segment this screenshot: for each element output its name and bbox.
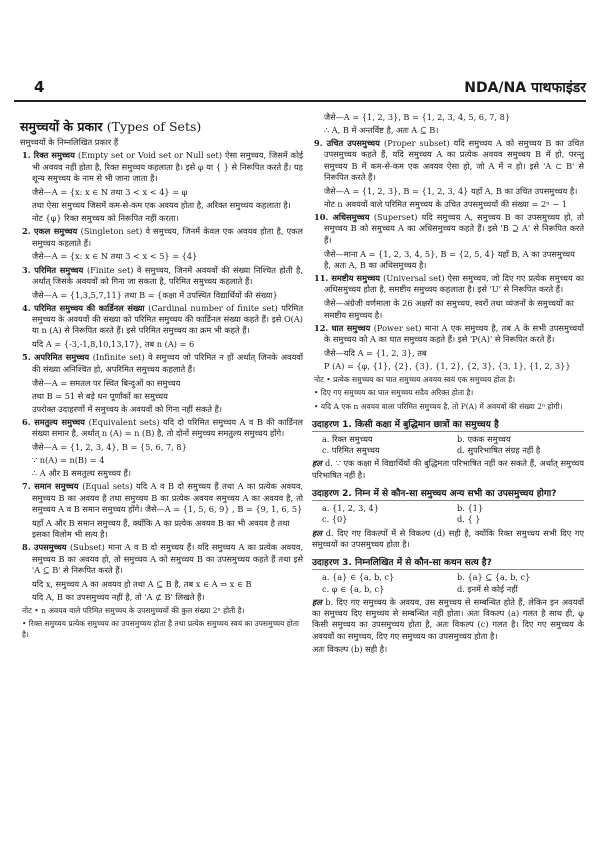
definition-item: [20, 542, 303, 576]
item-text: (Singleton set) वे समुच्चय, जिनमें केवल एक अवयव होता है, एकल समुच्चय कहलाते हैं।: [32, 226, 303, 248]
example-option: b. एकक समुच्चय: [457, 433, 511, 444]
item-number: 9.: [314, 138, 327, 149]
item-line: जैसे—A = {1, 2, 3, 4}, B = {5, 6, 7, 8}: [32, 442, 187, 453]
example-option: c. {0}: [322, 514, 348, 525]
example-option: a. {1, 2, 3, 4}: [322, 503, 379, 514]
example-title: उदाहरण 2. निम्न में से कौन-सा समुच्चय अन्य सभी का उपसमुच्चय होगा?: [312, 486, 584, 501]
item-line: जैसे—A = {x: x ∈ N तथा 3 < x < 4} = φ: [32, 186, 188, 197]
example-title: उदाहरण 1. किसी कक्षा में बुद्धिमान छात्रों का समुच्चय है: [312, 417, 584, 432]
item-line: यहाँ A और B समान समुच्चय हैं, क्योंकि A का प्रत्येक अवयव B का भी अवयव है तथा इसका विलोम भी सत्य है।: [32, 517, 290, 540]
solution-text: d. ∵ एक कक्षा में विद्यार्थियों की बुद्धिमता परिभाषित नहीं कर सकते हैं, अर्थात् समुच्चय परिभाषित नहीं है।: [312, 458, 584, 480]
item-number: 1.: [22, 150, 34, 161]
item-number: 3.: [22, 264, 35, 275]
item-line: जैसे—A = {1, 2, 3}, B = {1, 2, 3, 4, 5, 6, 7, 8}: [324, 112, 511, 122]
left-items: [20, 150, 303, 603]
item-line: P (A) = {φ, {1}, {2}, {3}, {1, 2}, {2, 3}, {3, 1}, {1, 2, 3}}: [324, 360, 571, 371]
right-items: [312, 138, 584, 372]
item-number: 12.: [314, 322, 332, 333]
section-title: समुच्चयों के प्रकार (Types of Sets): [20, 119, 202, 134]
item-heading: अपरिमित समुच्चय: [34, 352, 93, 363]
item-line: तथा ऐसा समुच्चय जिसमें कम-से-कम एक अवयव होता है, अरिक्त समुच्चय कहलाता है।: [32, 200, 291, 211]
definition-item: [20, 303, 303, 337]
note-line: नोट • n अवयव वाले परिमित समुच्चय के उपसमुच्चयों की कुल संख्या 2ⁿ होती है।: [22, 605, 245, 615]
item-heading: परिमित समुच्चय: [34, 264, 87, 275]
item-line: जैसे—माना A = {1, 2, 3, 4, 5}, B = {2, 5, 4} यहाँ B, A का उपसमुच्चय है, अतः A, B का अधिसमुच्चय है।: [324, 248, 575, 270]
item-line: तथा B = 51 से बड़े धन पूर्णांकों का समुच्चय: [32, 390, 168, 401]
solution-text: b. दिए गए समुच्चय के अवयव, उस समुच्चय से सम्बन्धित होते हैं, लेकिन इन अवयवों का समुच्चय दिए समुच्चय से सम्बन्धित नहीं होता। अतः विकल्प (a) गलत है साथ ही, φ किसी समुच्चय का उपसमुच्चय होता है, अतः विकल्प (c) गलत है। दिए गए समुच्चय के अवयवों का समुच्चय, दिए गए समुच्चय का उपसमुच्चय होता है।: [312, 596, 585, 641]
example-option: d. सुपरिभाषित संग्रह नहीं है: [457, 445, 541, 456]
item-number: 2.: [22, 226, 34, 237]
example-options: [312, 572, 584, 595]
example-title: उदाहरण 3. निम्नलिखित में से कौन-सा कथन सत्य है?: [312, 555, 584, 570]
item-heading: अधिसमुच्चय: [332, 212, 374, 223]
item-heading: घात समुच्चय: [331, 322, 374, 333]
item-heading: समान समुच्चय: [34, 481, 83, 492]
example-solution: [312, 528, 584, 551]
definition-item: [20, 226, 303, 249]
item-line: नोट n अवयवों वाले परिमित समुच्चय के उचित उपसमुच्चयों की संख्या = 2ⁿ − 1: [324, 199, 567, 210]
item-line: यदि A = {-3,-1,8,10,13,17}, तब n (A) = 6: [32, 339, 195, 350]
right-notes: [312, 374, 584, 412]
item-number: 10.: [314, 212, 333, 223]
item-heading: उपसमुच्चय: [33, 542, 70, 553]
item-text: (Subset) माना A व B दो समुच्चय हैं। यदि समुच्चय A का प्रत्येक अवयव, समुच्चय B का अवयव हो, तो समुच्चय A को समुच्चय B का उपसमुच्चय कहते हैं तथा इसे 'A ⊆ B' से निरूपित करते हैं।: [32, 542, 304, 575]
solution-label: हल: [312, 458, 325, 469]
solution-answer: अतः विकल्प (b) सही है।: [312, 644, 388, 655]
item-line: ∴ A और B समतुल्य समुच्चय हैं।: [32, 468, 131, 479]
item-text: (Power set) माना A एक समुच्चय है, तब A के सभी उपसमुच्चयों के समुच्चय को A का घात समुच्चय कहते हैं। इसे 'P(A)' से निरूपित करते हैं।: [324, 322, 585, 344]
section-title-en: (Types of Sets): [106, 119, 202, 134]
item-line: नोट {φ} रिक्त समुच्चय को निरूपित नहीं करता।: [32, 213, 179, 224]
item-number: 6.: [22, 416, 35, 427]
item-line: जैसे—A = {x: x ∈ N तथा 3 < x < 5} = {4}: [32, 251, 198, 262]
item-number: 5.: [22, 352, 35, 363]
item-line: जैसे—यदि A = {1, 2, 3}, तब: [324, 347, 427, 358]
example-option: a. {a} ∈ {a, b, c}: [322, 572, 395, 583]
page-number: 4: [34, 78, 45, 96]
item-text: (Cardinal number of finite set) परिमित समुच्चय के अवयवों की संख्या को परिमित समुच्चय की कार्डिनल संख्या कहते हैं। इसे O(A) या n (A) से निरूपित करते हैं। इसे परिमित समुच्चय का क्रम भी कहते हैं।: [32, 302, 303, 336]
example-option: b. {a} ⊆ {a, b, c}: [457, 572, 531, 583]
item-line: उपरोक्त उदाहरणों में समुच्चय के अवयवों को गिना नहीं सकते हैं।: [32, 403, 223, 414]
solution-label: हल: [312, 527, 326, 538]
example-option: d. इनमें से कोई नहीं: [457, 583, 518, 594]
item-number: 11.: [314, 273, 332, 284]
item-heading: उचित उपसमुच्चय: [326, 138, 384, 149]
item-text: (Equivalent sets) यदि दो परिमित समुच्चय A व B की कार्डिनल संख्या समान है, अर्थात् n (A) = n (B) है, तो दोनों समुच्चय समतुल्य समुच्चय होंगे।: [32, 416, 303, 439]
solution-label: हल: [312, 596, 326, 607]
solution-text: d. दिए गए विकल्पों में से विकल्प (d) सही है, क्योंकि रिक्त समुच्चय सभी दिए गए समुच्चयों का उपसमुच्चय होता है।: [312, 527, 584, 549]
note-line: • यदि A एक n अवयव वाला परिमित समुच्चय है, तो P(A) में अवयवों की संख्या 2ⁿ होगी।: [314, 401, 563, 411]
definition-item: [20, 265, 303, 288]
definition-item: [20, 417, 303, 440]
definition-item: [312, 212, 584, 246]
section-intro: समुच्चयों के निम्नलिखित प्रकार हैं: [20, 137, 119, 147]
example-solution: [312, 458, 584, 481]
example-option: c. परिमित समुच्चय: [322, 445, 380, 456]
definition-item: [312, 323, 584, 346]
definition-item: [20, 352, 303, 375]
note-line: नोट • प्रत्येक समुच्चय का घात समुच्चय अवयव स्वयं एक समुच्चय होता है।: [314, 374, 516, 384]
item-heading: समतुल्य समुच्चय: [34, 416, 89, 427]
item-line: ∴ A, B में अन्तर्विष्ट है, अतः A ⊆ B।: [324, 125, 439, 136]
item-heading: रिक्त समुच्चय: [33, 150, 79, 161]
definition-item: [312, 273, 584, 296]
item-text: (Empty set or Void set or Null set) ऐसा समुच्चय, जिसमें कोई भी अवयव नहीं होता है, रिक्त समुच्चय कहलाता है। इसे φ या { } से निरूपित करते हैं। यह शून्य समुच्चय के नाम से भी जाना जाता है।: [32, 150, 303, 184]
definition-item: [20, 481, 303, 515]
right-column: [312, 112, 584, 657]
example-option: a. रिक्त समुच्चय: [322, 433, 373, 444]
item-text: (Infinite set) वे समुच्चय जो परिमित न हों अर्थात् जिनके अवयवों की संख्या अनिश्चित हो, अपरिमित समुच्चय कहलाते हैं।: [32, 352, 303, 374]
examples: [312, 417, 584, 655]
item-heading: एकल समुच्चय: [33, 226, 81, 237]
header-rule: [14, 100, 586, 102]
item-text: (Finite set) वे समुच्चय, जिनमें अवयवों की संख्या निश्चित होती है, अर्थात् जिसके अवयवों को गिना जा सकता है, परिमित समुच्चय कहलाते हैं।: [32, 264, 303, 286]
item-line: जैसे—A = {1, 2, 3}, B = {1, 2, 3, 4} यहाँ A, B का उचित उपसमुच्चय है।: [324, 185, 578, 196]
item-line: जैसे—A = समतल पर स्थित बिन्दुओं का समुच्चय: [32, 377, 181, 388]
item-text: (Universal set) ऐसा समुच्चय, जो दिए गए प्रत्येक समुच्चय का अधिसमुच्चय होता है, समष्टीय समुच्चय कहलाता है। इसे 'U' से निरूपित करते हैं।: [324, 273, 584, 295]
example-options: [312, 434, 584, 457]
example-solution: [312, 597, 584, 642]
example-options: [312, 503, 584, 526]
book-brand: NDA/NA पाथफाइंडर: [464, 80, 586, 96]
page-header: [14, 78, 586, 102]
item-text: (Equal sets) यदि A व B दो समुच्चय हैं तथा A का प्रत्येक अवयव, समुच्चय B का अवयव है तथा समुच्चय B का प्रत्येक अवयव समुच्चय A का अवयव है, तो समुच्चय A व B समान समुच्चय होंगे। जैसे—A = {1, 5, 6, 9} , B = {9, 1, 6, 5}: [32, 481, 303, 514]
definition-item: [312, 138, 584, 183]
item-line: ∵ n(A) = n(B) = 4: [32, 455, 105, 466]
item-text: (Proper subset) यदि समुच्चय A को समुच्चय B का उचित उपसमुच्चय कहते हैं, यदि समुच्चय A का प्रत्येक अवयव समुच्चय B में हो, परन्तु समुच्चय B में कम-से-कम एक अवयव ऐसा हो, जो A में न हो। इसे 'A ⊂ B' से निरूपित करते हैं।: [324, 138, 584, 183]
item-line: जैसे—A = {1,3,5,7,11} तथा B = {कक्षा में उपस्थित विद्यार्थियों की संख्या}: [32, 289, 278, 300]
item-line: यदि x, समुच्चय A का अवयव हो तथा A ⊆ B है, तब x ∈ A ⇒ x ∈ B: [32, 578, 252, 589]
example-option: d. { }: [457, 514, 481, 525]
item-text: (Superset) यदि समुच्चय A, समुच्चय B का उपसमुच्चय हो, तो समुच्चय B को समुच्चय A का अधिसमुच्चय कहते हैं। इसे 'B ⊇ A' से निरूपित करते हैं।: [324, 212, 584, 245]
example-option: c. φ ∈ {a, b, c}: [322, 583, 385, 594]
item-number: 8.: [22, 542, 34, 553]
item-number: 4.: [22, 302, 35, 313]
item-line: यदि A, B का उपसमुच्चय नहीं है, तो 'A ⊄ B' लिखते हैं।: [32, 591, 205, 602]
item-line: जैसे—अंग्रेजी वर्णमाला के 26 अक्षरों का समुच्चय, स्वरों तथा व्यंजनों के समुच्चयों का समष्टीय समुच्चय है।: [324, 298, 574, 320]
right-top: [312, 112, 584, 136]
item-number: 7.: [22, 481, 35, 492]
left-column: [20, 112, 303, 643]
note-line: • दिए गए समुच्चय का घात समुच्चय सदैव अरिक्त होता है।: [314, 388, 474, 398]
item-heading: समष्टीय समुच्चय: [331, 273, 384, 284]
left-notes: [20, 605, 303, 641]
definition-item: [20, 150, 303, 184]
example-option: b. {1}: [457, 503, 484, 514]
item-heading: परिमित समुच्चय की कार्डिनल संख्या: [34, 302, 149, 313]
note-line: • रिक्त समुच्चय प्रत्येक समुच्चय का उपसमुच्चय होता है तथा प्रत्येक समुच्चय स्वयं का उपसमुच्चय होता है।: [22, 619, 299, 640]
